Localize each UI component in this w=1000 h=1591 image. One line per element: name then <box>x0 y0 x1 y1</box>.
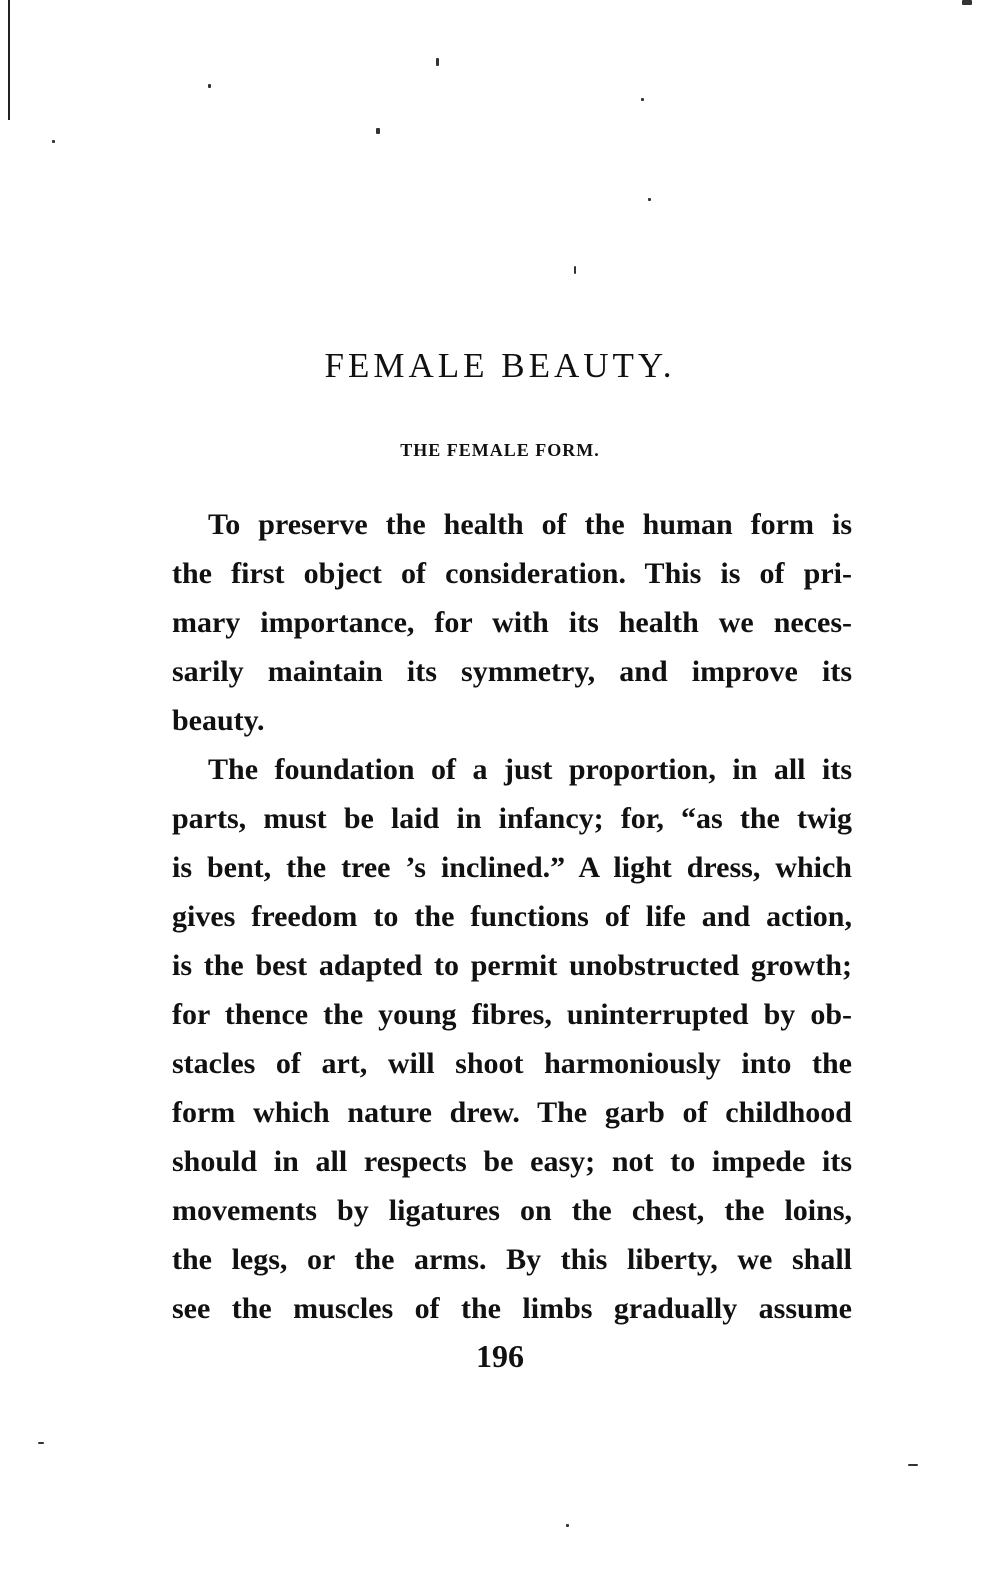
text-line: for thence the young fibres, uninterrupted by ob- <box>172 998 852 1031</box>
chapter-title: FEMALE BEAUTY. <box>324 346 676 385</box>
scan-speck <box>376 128 380 134</box>
text-line: The foundation of a just proportion, in all its <box>208 753 852 786</box>
text-line: parts, must be laid in infancy; for, “as the twig <box>172 802 852 835</box>
scan-speck <box>566 1524 569 1527</box>
text-line: gives freedom to the functions of life and action, <box>172 900 852 933</box>
scan-speck <box>648 198 651 201</box>
section-subtitle: THE FEMALE FORM. <box>400 440 600 460</box>
text-line: should in all respects be easy; not to impede its <box>172 1145 852 1178</box>
scan-speck <box>962 0 972 5</box>
text-line: mary importance, for with its health we neces- <box>172 606 852 639</box>
scan-speck <box>52 140 55 143</box>
paragraph-1 <box>172 500 852 745</box>
text-line: the legs, or the arms. By this liberty, we shall <box>172 1243 852 1276</box>
text-line: movements by ligatures on the chest, the loins, <box>172 1194 852 1227</box>
page-number: 196 <box>476 1338 524 1374</box>
paragraph-2 <box>172 745 852 1333</box>
scan-speck <box>208 84 211 88</box>
scan-speck <box>641 98 644 101</box>
text-line: the first object of consideration. This is of pri- <box>172 557 852 590</box>
text-line: is bent, the tree ’s inclined.” A light dress, which <box>172 851 852 884</box>
scan-speck <box>908 1464 918 1466</box>
text-line: see the muscles of the limbs gradually assume <box>172 1292 852 1325</box>
text-line: beauty. <box>172 704 265 737</box>
scan-speck <box>436 58 439 66</box>
text-line: is the best adapted to permit unobstructed growth; <box>172 949 852 982</box>
text-line: stacles of art, will shoot harmoniously into the <box>172 1047 852 1080</box>
text-line: sarily maintain its symmetry, and improve its <box>172 655 852 688</box>
text-line: form which nature drew. The garb of childhood <box>172 1096 852 1129</box>
scan-speck <box>574 266 576 274</box>
scan-speck <box>38 1442 44 1444</box>
page-edge-shadow <box>8 0 10 120</box>
body-text <box>172 500 852 1333</box>
text-line: To preserve the health of the human form is <box>208 508 852 541</box>
